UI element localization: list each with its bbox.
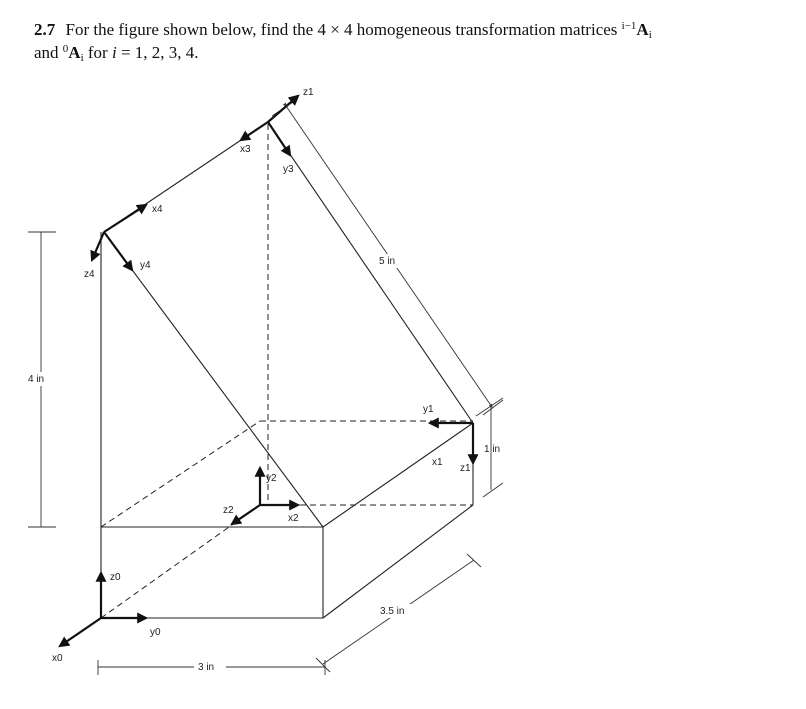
frame-1	[423, 404, 473, 474]
problem-text-c: for	[87, 43, 108, 62]
problem-text-a: For the figure shown below, find the 4 × 4 homogeneous transformation matrices	[65, 20, 618, 39]
frame-2	[223, 468, 299, 524]
problem-text-d: = 1, 2, 3, 4.	[120, 43, 199, 62]
frame-4	[84, 204, 163, 280]
label-y3: y3	[283, 164, 294, 175]
matrix-a-symbol: A	[636, 20, 649, 39]
dimension-5in	[272, 100, 503, 416]
dimension-1in	[483, 400, 503, 497]
frame-0	[52, 572, 161, 664]
label-y1: y1	[423, 404, 434, 415]
label-y2: y2	[266, 473, 277, 484]
label-x2: x2	[288, 513, 299, 524]
dimension-label-1in: 1 in	[484, 444, 501, 455]
label-z2: z2	[223, 505, 234, 516]
superscript-0: 0	[62, 43, 69, 55]
variable-i: i	[111, 43, 117, 62]
problem-text-b: and	[34, 43, 59, 62]
subscript-i-2: i	[80, 52, 84, 64]
label-z4: z4	[84, 269, 95, 280]
dimension-3-5in	[316, 554, 481, 672]
dimension-label-5in: 5 in	[379, 256, 396, 267]
label-x4: x4	[152, 204, 163, 215]
dimension-label-3in: 3 in	[198, 662, 215, 673]
label-z1: z1	[460, 463, 471, 474]
box-solid-edges	[101, 423, 473, 618]
label-y4: y4	[140, 260, 151, 271]
subscript-i: i	[648, 29, 652, 41]
label-y0: y0	[150, 627, 161, 638]
label-z3: z1	[303, 87, 314, 98]
structure-edges	[101, 122, 473, 618]
dimension-label-4in: 4 in	[28, 374, 45, 385]
superscript-i-minus-1: i−1	[621, 20, 637, 32]
dimension-4in	[22, 232, 62, 527]
dimension-label-3-5in: 3.5 in	[380, 606, 405, 617]
label-z0: z0	[110, 572, 121, 583]
label-x1: x1	[432, 457, 443, 468]
dimension-3in	[98, 660, 325, 675]
problem-number: 2.7	[34, 20, 56, 39]
label-x3: x3	[240, 144, 251, 155]
matrix-a-symbol-2: A	[68, 43, 81, 62]
label-x0: x0	[52, 653, 63, 664]
box-hidden-edges	[101, 124, 473, 618]
